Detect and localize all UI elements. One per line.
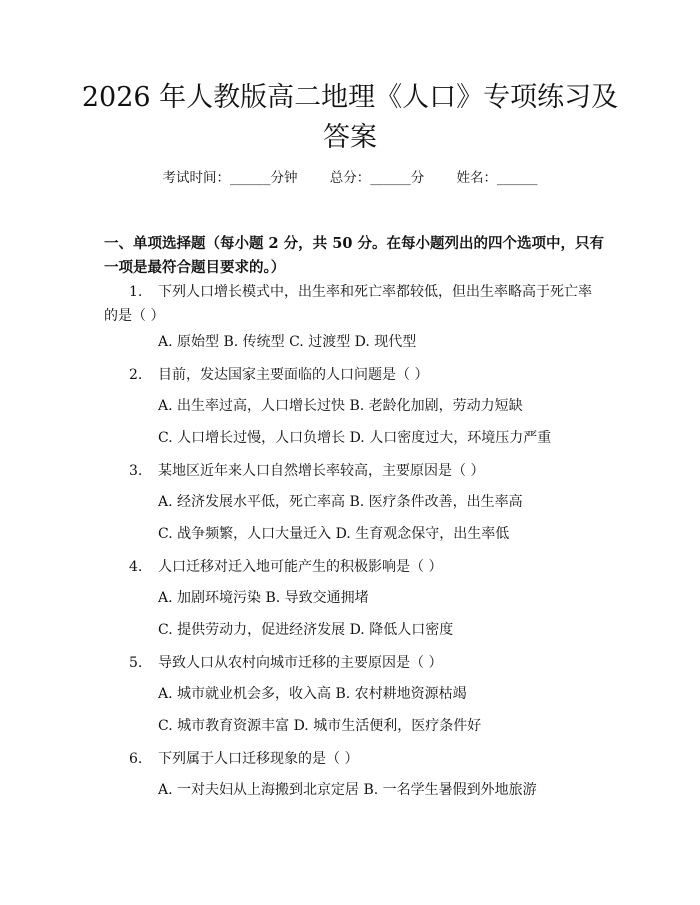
question-6-number: 6. [129,751,143,767]
student-name-field [457,170,538,186]
question-3-number: 3. [129,463,143,479]
exam-time-unit: 分钟 [270,170,298,186]
question-1-stem: 下列人口增长模式中，出生率和死亡率都较低，但出生率略高于死亡率的是（ ） [104,284,592,324]
question-3 [104,459,604,483]
total-score-unit: 分 [410,170,425,186]
student-name-label: 姓名： [456,170,498,186]
question-4-options-line-2: C. 提供劳动力，促进经济发展 D. 降低人口密度 [158,622,454,638]
question-3-options-line-1: A. 经济发展水平低，死亡率高 B. 医疗条件改善，出生率高 [158,494,523,510]
question-1 [104,280,604,328]
question-1-number: 1. [129,284,143,300]
exam-time-field [162,170,297,186]
question-4-number: 4. [129,559,143,575]
question-2-stem: 目前，发达国家主要面临的人口问题是（ ） [158,367,429,383]
question-2 [104,363,604,387]
question-2-options-line-2: C. 人口增长过慢，人口负增长 D. 人口密度过大，环境压力严重 [158,430,552,446]
question-2-number: 2. [129,367,143,383]
question-5-options-line-2: C. 城市教育资源丰富 D. 城市生活便利，医疗条件好 [158,718,482,734]
question-3-stem: 某地区近年来人口自然增长率较高，主要原因是（ ） [158,463,485,479]
document-title: 2026 年人教版高二地理《人口》专项练习及答案 [81,82,619,153]
question-1-options-line-1: A. 原始型 B. 传统型 C. 过渡型 D. 现代型 [158,334,417,350]
exam-info-line [0,168,700,188]
question-6-options-line-1: A. 一对夫妇从上海搬到北京定居 B. 一名学生暑假到外地旅游 [158,782,537,798]
question-4 [104,555,604,579]
student-name-blank: ______ [497,170,538,186]
question-3-options-line-2: C. 战争频繁，人口大量迁入 D. 生育观念保守，出生率低 [158,526,510,542]
total-score-label: 总分： [329,170,371,186]
question-5 [104,651,604,675]
question-4-options-line-1: A. 加剧环境污染 B. 导致交通拥堵 [158,590,369,606]
total-score-field [330,170,425,186]
question-6-stem: 下列属于人口迁移现象的是（ ） [158,751,359,767]
question-2-options-line-1: A. 出生率过高，人口增长过快 B. 老龄化加剧，劳动力短缺 [158,398,523,414]
question-4-stem: 人口迁移对迁入地可能产生的积极影响是（ ） [158,559,443,575]
exam-time-label: 考试时间： [162,170,230,186]
section-heading: 一、单项选择题（每小题 2 分，共 50 分。在每小题列出的四个选项中，只有一项是最符合题目要求的。） [104,235,604,276]
question-6 [104,747,604,771]
question-5-stem: 导致人口从农村向城市迁移的主要原因是（ ） [158,655,443,671]
exam-time-blank: ______ [229,170,271,186]
question-5-options-line-1: A. 城市就业机会多，收入高 B. 农村耕地资源枯竭 [158,686,467,702]
total-score-blank: ______ [370,170,411,186]
question-5-number: 5. [129,655,143,671]
